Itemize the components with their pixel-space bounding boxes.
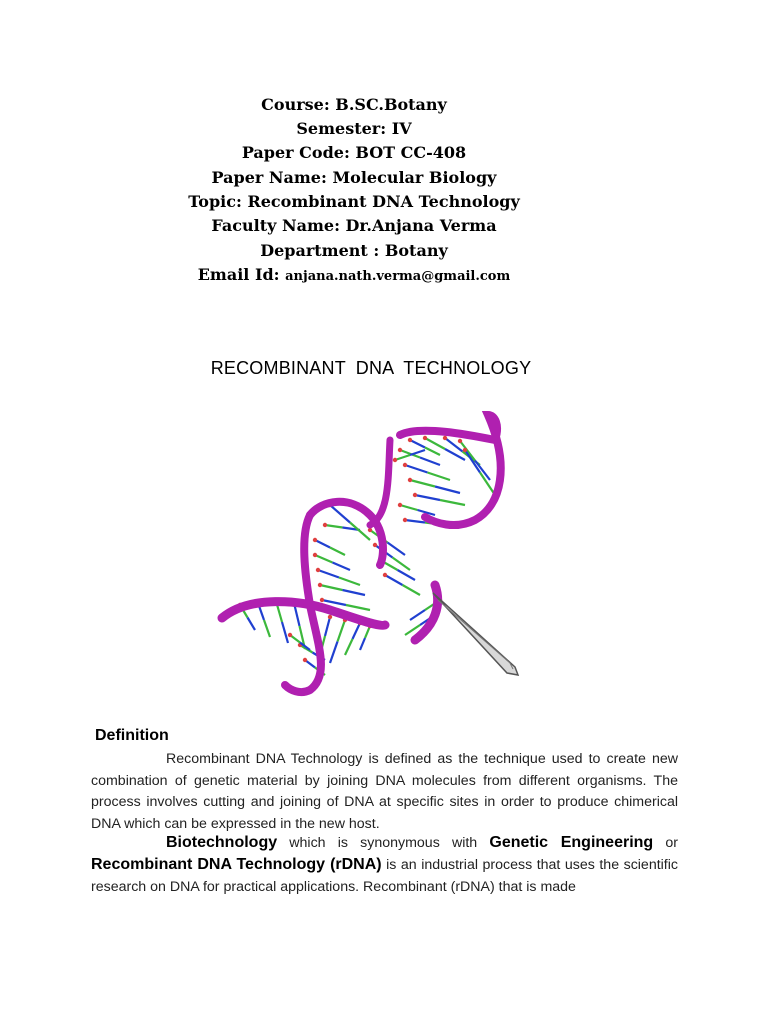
email-address[interactable]: anjana.nath.verma@gmail.com: [285, 269, 511, 284]
definition-paragraph-1: Recombinant DNA Technology is defined as the technique used to create new combination of genetic material by joining DNA molecules from different organisms. The process involves cutting and joining of DNA at specific sites in order to produce chimerical DNA which can be expressed in the new host.: [91, 751, 678, 832]
base-pair-segment: [420, 458, 440, 466]
base-pair-segment: [330, 548, 345, 556]
semester-line: Semester: IV: [296, 119, 412, 138]
phosphate-dot: [313, 538, 317, 542]
base-pair-segment: [440, 500, 465, 505]
email-label: Email Id:: [197, 265, 280, 284]
phosphate-dot: [313, 553, 317, 557]
paper-code-line: Paper Code: BOT CC-408: [241, 143, 467, 162]
phosphate-dot: [413, 493, 417, 497]
definition-heading: Definition: [95, 727, 169, 744]
term-biotechnology: Biotechnology: [166, 834, 278, 851]
phosphate-dot: [318, 583, 322, 587]
base-pair-segment: [333, 563, 351, 571]
base-pair-segment: [405, 465, 428, 473]
term-genetic-engineering: Genetic Engineering: [489, 834, 654, 851]
base-pair-segment: [339, 578, 360, 586]
base-pair-segment: [318, 570, 339, 578]
base-pair-segment: [315, 540, 330, 548]
base-pair-segment: [410, 450, 425, 455]
paragraph-text: is an industrial process that uses the scientific research on DNA for practical applications. Recombinant (rDNA) that is made: [91, 857, 678, 895]
base-pair-segment: [435, 487, 460, 494]
phosphate-dot: [288, 633, 292, 637]
phosphate-dot: [463, 448, 467, 452]
phosphate-dot: [373, 543, 377, 547]
base-pair-segment: [343, 590, 366, 595]
paragraph-text: which is synonymous with: [277, 835, 490, 851]
base-pair-segment: [395, 455, 410, 460]
phosphate-dot: [403, 518, 407, 522]
phosphate-dot: [408, 478, 412, 482]
dna-base-pairs: [238, 436, 495, 675]
base-pair-segment: [410, 480, 435, 487]
base-pair-segment: [400, 505, 418, 510]
course-line: Course: B.SC.Botany: [261, 95, 447, 114]
base-pair-segment: [405, 520, 425, 523]
phosphate-dot: [320, 598, 324, 602]
phosphate-dot: [316, 568, 320, 572]
department-line: Department : Botany: [260, 241, 448, 260]
email-line: [0, 265, 738, 287]
definition-paragraph-2: [91, 832, 678, 898]
base-pair-segment: [410, 610, 425, 620]
base-pair-segment: [330, 642, 338, 664]
phosphate-dot: [303, 658, 307, 662]
phosphate-dot: [383, 573, 387, 577]
phosphate-dot: [458, 439, 462, 443]
phosphate-dot: [323, 523, 327, 527]
topic-line: Topic: Recombinant DNA Technology: [188, 192, 520, 211]
base-pair-segment: [398, 570, 416, 580]
phosphate-dot: [443, 436, 447, 440]
base-pair-segment: [465, 450, 480, 473]
scissors-icon: [433, 593, 518, 675]
phosphate-dot: [398, 503, 402, 507]
base-pair-segment: [388, 543, 406, 556]
base-pair-segment: [425, 438, 445, 449]
document-title: RECOMBINANT DNA TECHNOLOGY: [210, 358, 532, 378]
term-rdna: Recombinant DNA Technology (rDNA): [91, 856, 382, 873]
base-pair-segment: [353, 623, 361, 639]
base-pair-segment: [410, 440, 425, 448]
base-pair-segment: [325, 525, 343, 528]
faculty-line: Faculty Name: Dr.Anjana Verma: [211, 216, 497, 235]
paper-name-line: Paper Name: Molecular Biology: [211, 168, 497, 187]
phosphate-dot: [328, 615, 332, 619]
base-pair-segment: [403, 585, 421, 595]
base-pair-segment: [320, 585, 343, 590]
phosphate-dot: [398, 448, 402, 452]
phosphate-dot: [403, 463, 407, 467]
base-pair-segment: [315, 555, 333, 563]
base-pair-segment: [325, 617, 330, 636]
base-pair-segment: [346, 605, 370, 610]
base-pair-segment: [425, 448, 440, 456]
base-pair-segment: [428, 473, 451, 481]
base-pair-segment: [415, 495, 440, 500]
phosphate-dot: [408, 438, 412, 442]
base-pair-segment: [385, 575, 403, 585]
base-pair-segment: [360, 638, 365, 650]
base-pair-segment: [264, 620, 270, 637]
base-pair-segment: [248, 618, 256, 631]
phosphate-dot: [393, 458, 397, 462]
base-pair-segment: [282, 622, 288, 643]
phosphate-dot: [423, 436, 427, 440]
dna-helix-illustration: [210, 405, 530, 700]
base-pair-segment: [338, 620, 346, 642]
base-pair-segment: [330, 505, 350, 523]
base-pair-segment: [345, 639, 353, 655]
paragraph-text: or: [653, 835, 678, 851]
